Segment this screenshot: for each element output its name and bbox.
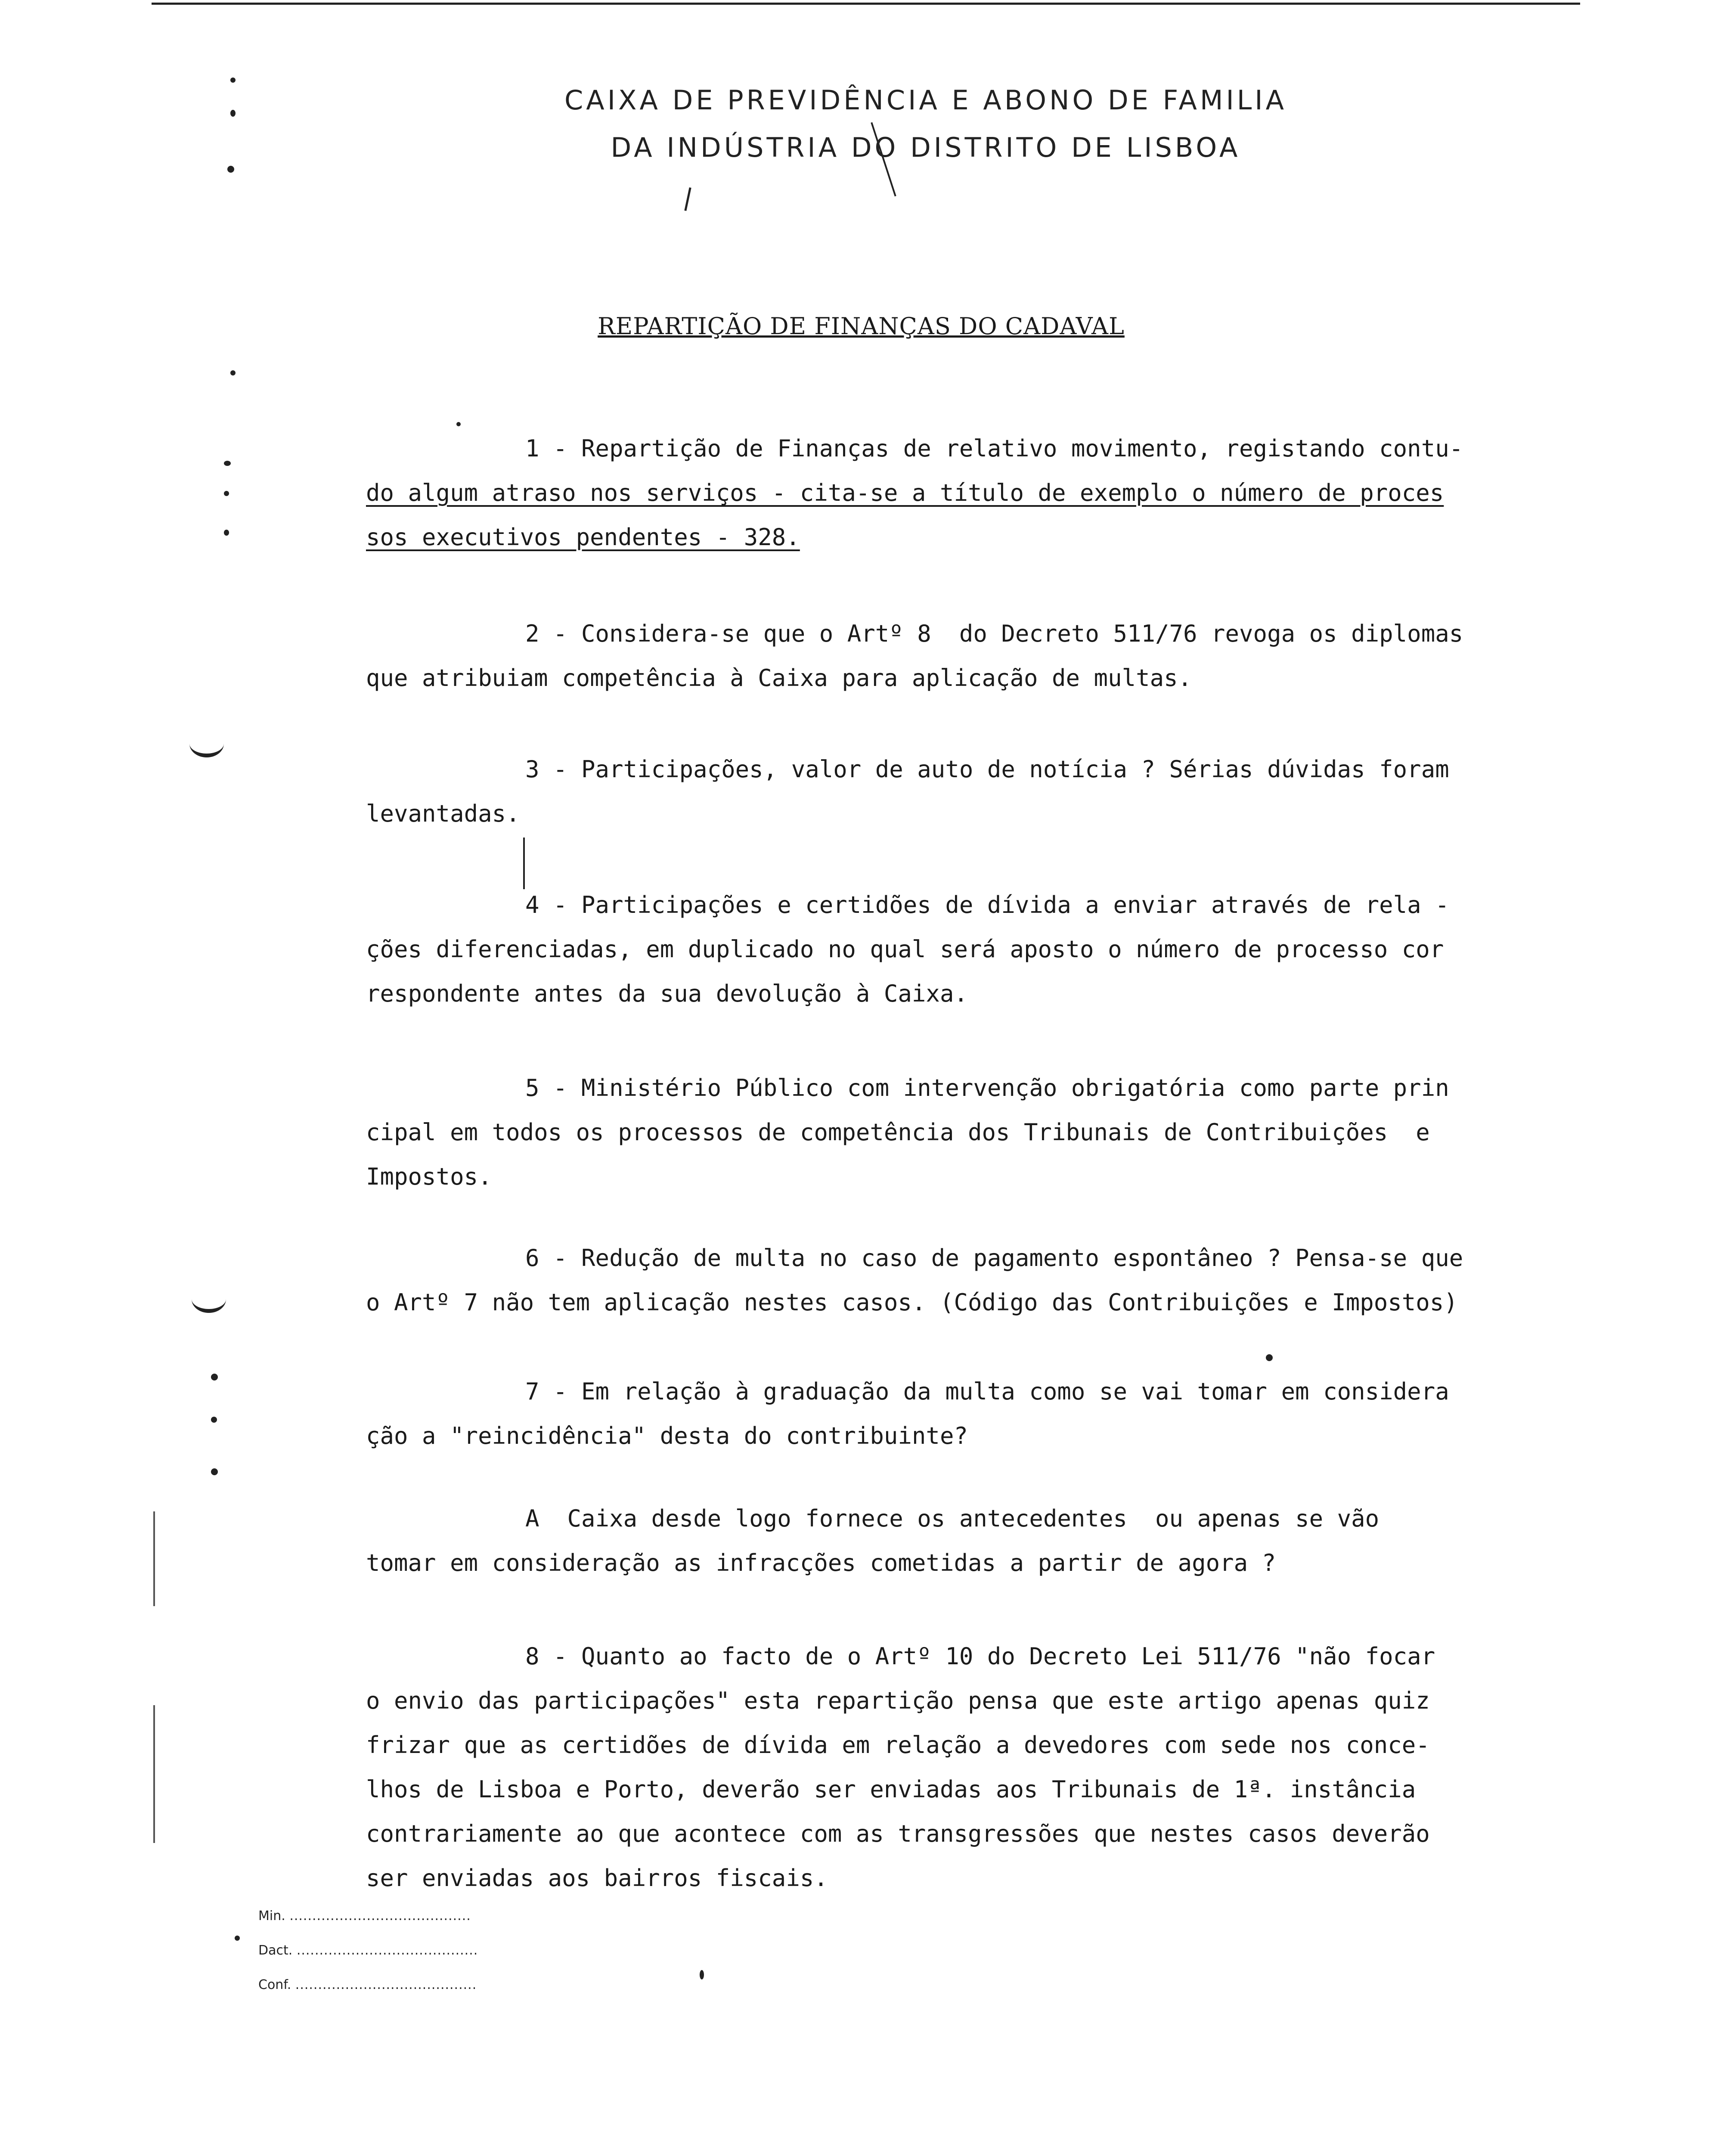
paragraph-line: o envio das participações" esta repartição pensa que este artigo apenas quiz [366, 1687, 1430, 1714]
punch-hole-mark [192, 1285, 226, 1313]
paragraph-line: A Caixa desde logo fornece os antecedentes ou apenas se vão [525, 1505, 1380, 1532]
paragraph-line: Impostos. [366, 1163, 492, 1190]
paragraph-line: 8 - Quanto ao facto de o Artº 10 do Decreto Lei 511/76 "não focar [525, 1643, 1435, 1670]
top-rule [152, 3, 1580, 5]
paragraph-5 [366, 1066, 1516, 1199]
scan-speck [227, 166, 234, 173]
paragraph-line: 7 - Em relação à graduação da multa como se vai tomar em considera [525, 1378, 1449, 1405]
scan-speck [224, 491, 229, 496]
scan-speck [224, 530, 229, 536]
paragraph-line: ção a "reincidência" desta do contribuinte? [366, 1422, 968, 1449]
paragraph-line: contrariamente ao que acontece com as transgressões que nestes casos deverão [366, 1820, 1430, 1847]
dact-dots: ........................................ [296, 1943, 478, 1958]
scan-speck [1266, 1354, 1273, 1361]
document-heading: REPARTIÇÃO DE FINANÇAS DO CADAVAL [598, 313, 1125, 340]
footer-row-conf [258, 1968, 478, 2002]
paragraph-3 [366, 747, 1516, 836]
paragraph-line: 3 - Participações, valor de auto de notícia ? Sérias dúvidas foram [525, 756, 1449, 783]
paragraph-line: sos executivos pendentes - 328. [366, 524, 800, 551]
pen-stroke [523, 838, 525, 889]
scan-speck [230, 370, 236, 375]
letterhead-line-2: DA INDÚSTRIA DO DISTRITO DE LISBOA [611, 132, 1241, 163]
scan-speck [211, 1468, 218, 1475]
margin-line [153, 1511, 155, 1606]
paragraph-7 [366, 1369, 1516, 1458]
scan-speck [456, 422, 461, 426]
conf-label: Conf. [258, 1977, 291, 1992]
paragraph-line: 5 - Ministério Público com intervenção obrigatória como parte prin [525, 1074, 1449, 1101]
scan-speck [211, 1417, 217, 1423]
dact-label: Dact. [258, 1943, 293, 1958]
paragraph-line: tomar em consideração as infracções cometidas a partir de agora ? [366, 1549, 1276, 1576]
min-label: Min. [258, 1908, 285, 1923]
paragraph-line: 6 - Redução de multa no caso de pagamento espontâneo ? Pensa-se que [525, 1244, 1463, 1272]
paragraph-1 [366, 426, 1516, 559]
paragraph-line: cipal em todos os processos de competência dos Tribunais de Contribuições e [366, 1119, 1430, 1146]
paragraph-line: 1 - Repartição de Finanças de relativo movimento, registando contu- [525, 435, 1463, 462]
footer-row-min [258, 1899, 478, 1933]
scan-speck [230, 110, 236, 117]
min-dots: ........................................ [289, 1908, 471, 1923]
paragraph-line: 4 - Participações e certidões de dívida a enviar através de rela - [525, 891, 1449, 918]
paragraph-8 [366, 1634, 1516, 1900]
footer-row-dact [258, 1933, 478, 1968]
paragraph-6 [366, 1236, 1516, 1325]
scan-speck [235, 1936, 240, 1941]
paragraph-7-continuation [366, 1496, 1516, 1585]
paragraph-line: frizar que as certidões de dívida em relação a devedores com sede nos conce- [366, 1731, 1430, 1759]
letterhead-line-1: CAIXA DE PREVIDÊNCIA E ABONO DE FAMILIA [564, 84, 1287, 116]
punch-hole-mark [189, 730, 224, 757]
pen-stroke [684, 187, 691, 211]
scan-speck [700, 1970, 704, 1979]
conf-dots: ........................................ [295, 1977, 477, 1992]
paragraph-2 [366, 611, 1516, 700]
paragraph-line: respondente antes da sua devolução à Caixa. [366, 980, 968, 1007]
paragraph-line: levantadas. [366, 800, 520, 827]
footer-initials-block [258, 1899, 478, 2002]
scan-speck [224, 461, 231, 466]
paragraph-line: ções diferenciadas, em duplicado no qual será aposto o número de processo cor [366, 936, 1444, 963]
paragraph-4 [366, 883, 1516, 1016]
paragraph-line: ser enviadas aos bairros fiscais. [366, 1864, 828, 1892]
margin-line [153, 1705, 155, 1843]
paragraph-line: 2 - Considera-se que o Artº 8 do Decreto 511/76 revoga os diplomas [525, 620, 1463, 647]
paragraph-line: o Artº 7 não tem aplicação nestes casos. (Código das Contribuições e Impostos) [366, 1289, 1458, 1316]
scan-speck [211, 1374, 218, 1381]
paragraph-line: que atribuiam competência à Caixa para aplicação de multas. [366, 664, 1192, 692]
paragraph-line: lhos de Lisboa e Porto, deverão ser enviadas aos Tribunais de 1ª. instância [366, 1776, 1416, 1803]
paragraph-line: do algum atraso nos serviços - cita-se a título de exemplo o número de proces [366, 479, 1444, 506]
scan-speck [230, 78, 236, 83]
